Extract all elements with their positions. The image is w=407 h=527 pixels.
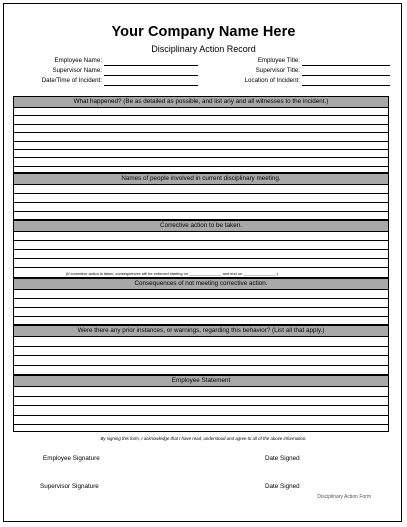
form-title: Disciplinary Action Record: [151, 44, 256, 54]
date-signed-label: Date Signed: [265, 483, 300, 490]
supervisor-name-field: [20, 67, 102, 75]
employee-name-field: [20, 57, 102, 65]
supervisor-signature-label: Supervisor Signature: [40, 483, 99, 490]
writing-line[interactable]: [14, 142, 388, 150]
writing-line[interactable]: [14, 290, 388, 299]
section-header: Consequences of not meeting corrective action.: [14, 279, 388, 290]
employee-name-input[interactable]: [104, 57, 198, 66]
employee-title-label: Employee Title:: [257, 57, 300, 64]
section-names-involved: [13, 173, 389, 220]
employee-title-input[interactable]: [302, 57, 390, 66]
writing-line[interactable]: [14, 133, 388, 141]
writing-line[interactable]: [14, 347, 388, 357]
company-name: Your Company Name Here: [111, 24, 296, 40]
date-signed-label: Date Signed: [265, 455, 300, 462]
employee-title-field: [210, 57, 300, 65]
section-header: What happened? (Be as detailed as possible, and list any and all witnesses to the incident.): [14, 97, 388, 108]
section-header: Employee Statement: [14, 376, 388, 387]
supervisor-title-label: Supervisor Title:: [255, 67, 300, 74]
footer-text: Disciplinary Action Form: [317, 494, 371, 500]
writing-line[interactable]: [14, 308, 388, 317]
location-incident-field: [210, 77, 300, 85]
date-time-incident-field: [20, 77, 102, 85]
employee-signature-label: Employee Signature: [43, 455, 100, 462]
writing-line[interactable]: [14, 194, 388, 203]
writing-line[interactable]: [14, 150, 388, 158]
writing-line[interactable]: [14, 125, 388, 133]
writing-line[interactable]: [14, 116, 388, 124]
section-header: Corrective action to be taken.: [14, 221, 388, 232]
location-incident-input[interactable]: [302, 77, 390, 86]
writing-line[interactable]: [14, 397, 388, 407]
writing-line[interactable]: [14, 406, 388, 416]
supervisor-name-label: Supervisor Name:: [52, 67, 102, 74]
location-incident-label: Location of Incident:: [244, 77, 300, 84]
writing-line[interactable]: [14, 203, 388, 212]
section-consequences: [13, 278, 389, 325]
section-corrective-action: [13, 220, 389, 278]
acknowledgement-text: By signing this form, I acknowledge that I have read, understood and agree to all of the above information.: [100, 436, 307, 441]
writing-line[interactable]: [14, 241, 388, 250]
supervisor-name-input[interactable]: [104, 67, 198, 76]
writing-line[interactable]: [14, 299, 388, 308]
date-time-incident-label: Date/Time of Incident:: [41, 77, 102, 84]
writing-line[interactable]: [14, 158, 388, 166]
employee-name-label: Employee Name:: [54, 57, 102, 64]
section-prior-instances: [13, 325, 389, 375]
date-time-incident-input[interactable]: [104, 77, 198, 86]
writing-line[interactable]: [14, 185, 388, 194]
corrective-action-note: (If corrective action is taken, consequences will be enforced starting on _______________ and end on _______________.): [66, 271, 278, 276]
writing-line[interactable]: [14, 259, 388, 268]
section-employee-statement: [13, 375, 389, 432]
section-header: Names of people involved in current disciplinary meeting.: [14, 174, 388, 185]
writing-line[interactable]: [14, 387, 388, 397]
section-what-happened: [13, 96, 389, 173]
writing-line[interactable]: [14, 416, 388, 426]
writing-line[interactable]: [14, 356, 388, 366]
supervisor-title-field: [210, 67, 300, 75]
writing-line[interactable]: [14, 108, 388, 116]
writing-line[interactable]: [14, 250, 388, 259]
writing-line[interactable]: [14, 337, 388, 347]
supervisor-title-input[interactable]: [302, 67, 390, 76]
section-header: Were there any prior instances, or warnings, regarding this behavior? (List all that apply.): [14, 326, 388, 337]
writing-line[interactable]: [14, 232, 388, 241]
